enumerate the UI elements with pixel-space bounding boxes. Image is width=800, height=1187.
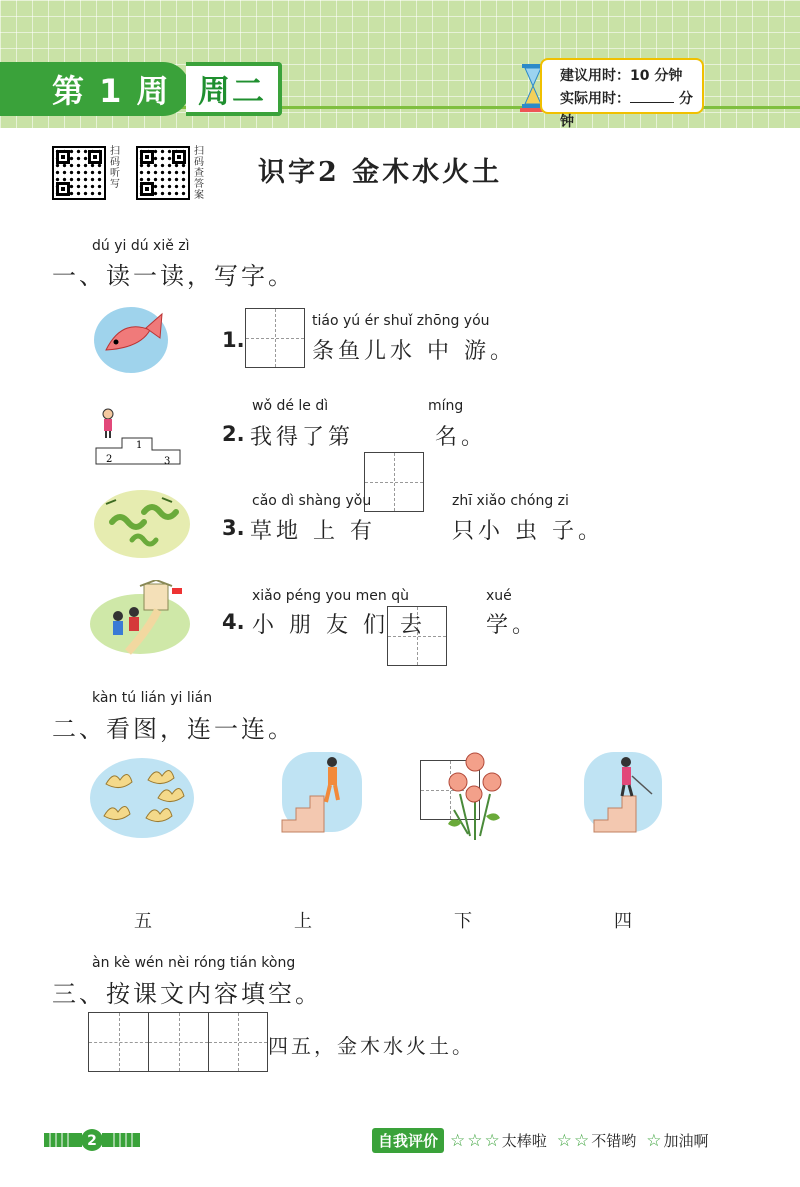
bugs-picture-icon: [92, 488, 192, 560]
item1-writing-box[interactable]: [245, 308, 305, 368]
item3-pinyin-after: zhī xiǎo chóng zi: [452, 493, 569, 509]
qr-group-answers: [136, 146, 206, 201]
week-tag: 第 1 周: [0, 62, 190, 116]
match-label-up[interactable]: 上: [294, 911, 312, 932]
item2-writing-box[interactable]: [364, 452, 424, 512]
girl-going-down-stairs-icon[interactable]: [580, 750, 666, 834]
time-box: [540, 58, 704, 130]
fish-picture-icon: [92, 304, 170, 376]
item1-text: 条鱼儿水 中 游。: [312, 339, 516, 364]
five-birds-picture-icon[interactable]: [88, 754, 196, 840]
school-picture-icon: [88, 580, 192, 656]
page-number: 2: [87, 1133, 97, 1149]
item4-pinyin-before: xiǎo péng you men qù: [252, 588, 409, 604]
star-icon[interactable]: ☆: [556, 1130, 573, 1151]
item3-text-before: 草地 上 有: [250, 519, 376, 544]
section2-title: 二、看图，连一连。: [52, 715, 295, 743]
section3-pinyin: àn kè wén nèi róng tián kòng: [92, 955, 296, 971]
item4-pinyin-after: xué: [486, 588, 512, 604]
star-icon[interactable]: ☆: [574, 1130, 590, 1151]
rating-label: 自我评价: [372, 1128, 444, 1153]
star-icon[interactable]: ☆: [467, 1130, 483, 1151]
podium-picture-icon: [92, 404, 184, 468]
podium-label-1: 1: [136, 440, 143, 451]
item1-pinyin: tiáo yú ér shuǐ zhōng yóu: [312, 313, 490, 329]
item1-number: 1.: [222, 328, 245, 352]
star-icon[interactable]: ☆: [484, 1130, 500, 1151]
actual-time-blank[interactable]: [630, 89, 674, 103]
qr-group-dictation: [52, 146, 122, 200]
qr-code-icon[interactable]: [52, 146, 106, 200]
podium-label-2: 2: [106, 454, 113, 465]
self-rating: [372, 1128, 709, 1153]
item2-pinyin-after: míng: [428, 398, 464, 414]
four-roses-picture-icon[interactable]: [440, 750, 510, 842]
match-label-four[interactable]: 四: [614, 911, 632, 932]
item4-text-after: 学。: [486, 613, 539, 638]
lesson-title: 识字2 金木水火土: [258, 157, 503, 188]
qr-code-icon[interactable]: [136, 146, 190, 200]
girl-going-up-stairs-icon[interactable]: [278, 750, 366, 834]
qr-label-answers: 扫码查答案: [194, 146, 204, 201]
section2-pinyin: kàn tú lián yi lián: [92, 690, 213, 706]
item2-text-after: 名。: [435, 425, 488, 450]
section3-box-2[interactable]: [148, 1012, 208, 1072]
item4-number: 4.: [222, 610, 245, 634]
section3-title: 三、按课文内容填空。: [52, 980, 322, 1008]
rating-option-3: 加油啊: [663, 1132, 709, 1150]
page-number-badge: [44, 1128, 140, 1152]
section1-pinyin: dú yi dú xiě zì: [92, 238, 190, 254]
actual-time-label: 实际用时：: [560, 91, 630, 107]
item3-number: 3.: [222, 516, 245, 540]
actual-time-unit: 分钟: [560, 91, 693, 130]
actual-time: [560, 88, 702, 134]
podium-label-3: 3: [164, 456, 171, 467]
day-tag: 周二: [186, 62, 282, 116]
match-label-five[interactable]: 五: [134, 911, 152, 932]
item3-pinyin-before: cǎo dì shàng yǒu: [252, 493, 372, 509]
section3-text: 四五，金木水火土。: [268, 1034, 475, 1058]
section3-box-3[interactable]: [208, 1012, 268, 1072]
section3-box-1[interactable]: [88, 1012, 148, 1072]
section3-writing-boxes: [88, 1012, 268, 1072]
star-icon[interactable]: ☆: [646, 1130, 662, 1151]
rating-option-1: 太棒啦: [501, 1132, 547, 1150]
item2-pinyin-before: wǒ dé le dì: [252, 398, 329, 414]
match-label-down[interactable]: 下: [454, 911, 472, 932]
rating-option-2: 不错哟: [591, 1132, 637, 1150]
star-icon[interactable]: ☆: [450, 1130, 466, 1151]
item2-text-before: 我得了第: [250, 425, 355, 450]
suggested-time: 建议用时：10 分钟: [560, 68, 683, 84]
qr-label-dictation: 扫码听写: [110, 146, 120, 190]
item4-text-before: 小 朋 友 们 去: [252, 613, 426, 638]
item3-text-after: 只小 虫 子。: [452, 519, 604, 544]
section1-title: 一、读一读，写字。: [52, 262, 295, 290]
item2-number: 2.: [222, 422, 245, 446]
